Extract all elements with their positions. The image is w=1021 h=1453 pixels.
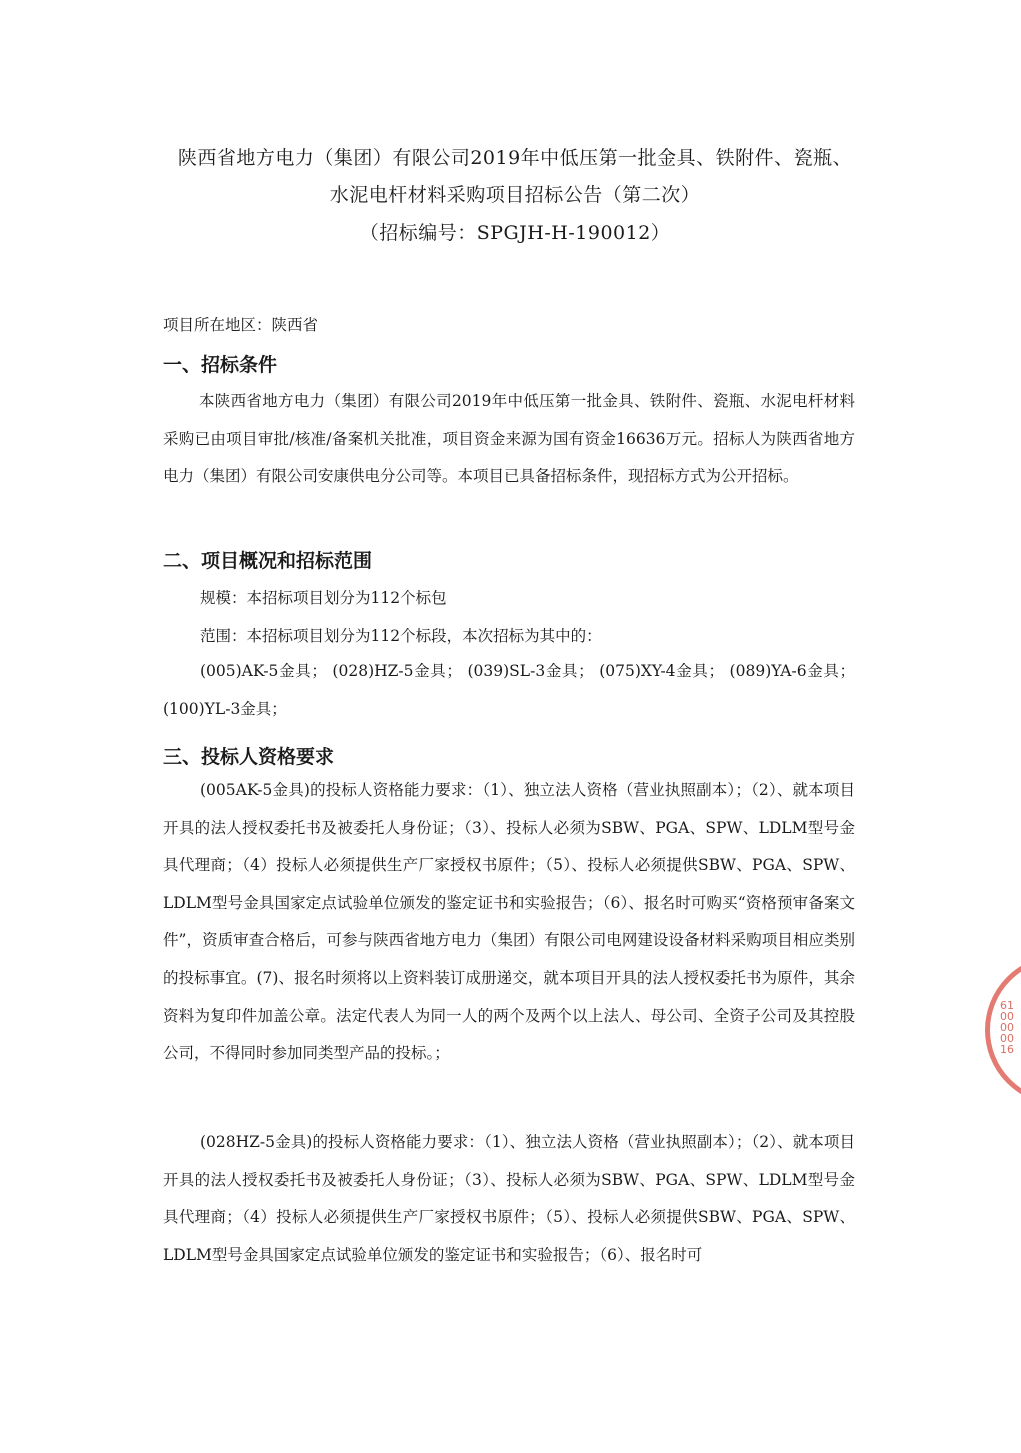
qualification-requirement-005: (005AK-5金具)的投标人资格能力要求：（1）、独立法人资格（营业执照副本）；（2）、就本项目开具的法人授权委托书及被委托人身份证；（3）、投标人必须为SBW、PGA、SPW、LDLM型号金具代理商；（4）投标人必须提供生产厂家授权书原件；（5）、投标人必须提供SBW、PGA、SPW、LDLM型号金具国家定点试验单位颁发的鉴定证书和实验报告；（6）、报名时可购买“资格预审备案文件”，资质审查合格后，可参与陕西省地方电力（集团）有限公司电网建设设备材料采购项目相应类别的投标事宜。(7)、报名时须将以上资料装订成册递交，就本项目开具的法人授权委托书为原件，其余资料为复印件加盖公章。法定代表人为同一人的两个及两个以上法人、母公司、全资子公司及其控股公司，不得同时参加同类型产品的投标。； — [163, 781, 855, 1063]
project-region: 项目所在地区：陕西省 — [163, 316, 319, 334]
tender-number: （招标编号：SPGJH-H-190012） — [359, 222, 671, 244]
document-title-line-1: 陕西省地方电力（集团）有限公司2019年中低压第一批金具、铁附件、瓷瓶、 — [177, 147, 853, 169]
document-title-line-2: 水泥电杆材料采购项目招标公告（第二次） — [329, 184, 701, 206]
qualification-requirement-028: (028HZ-5金具)的投标人资格能力要求：（1）、独立法人资格（营业执照副本）；（2）、就本项目开具的法人授权委托书及被委托人身份证；（3）、投标人必须为SBW、PGA、SPW、LDLM型号金具代理商；（4）投标人必须提供生产厂家授权书原件；（5）、投标人必须提供SBW、PGA、SPW、LDLM型号金具国家定点试验单位颁发的鉴定证书和实验报告；（6）、报名时可 — [163, 1133, 855, 1264]
scope-range: 范围：本招标项目划分为112个标段，本次招标为其中的： — [200, 627, 602, 645]
scope-lot-list: (005)AK-5金具； (028)HZ-5金具； (039)SL-3金具； (075)XY-4金具； (089)YA-6金具； (100)YL-3金具； — [163, 662, 855, 718]
section-heading-qualifications: 三、投标人资格要求 — [163, 746, 335, 768]
section-body-conditions: 本陕西省地方电力（集团）有限公司2019年中低压第一批金具、铁附件、瓷瓶、水泥电杆材料采购已由项目审批/核准/备案机关批准，项目资金来源为国有资金16636万元。招标人为陕西省地方电力（集团）有限公司安康供电分公司等。本项目已具备招标条件，现招标方式为公开招标。 — [163, 392, 855, 486]
official-seal-number: 6100000016 — [1000, 999, 1014, 1056]
section-heading-conditions: 一、招标条件 — [163, 354, 278, 376]
section-heading-scope: 二、项目概况和招标范围 — [163, 550, 373, 572]
scope-scale: 规模：本招标项目划分为112个标包 — [200, 589, 447, 607]
